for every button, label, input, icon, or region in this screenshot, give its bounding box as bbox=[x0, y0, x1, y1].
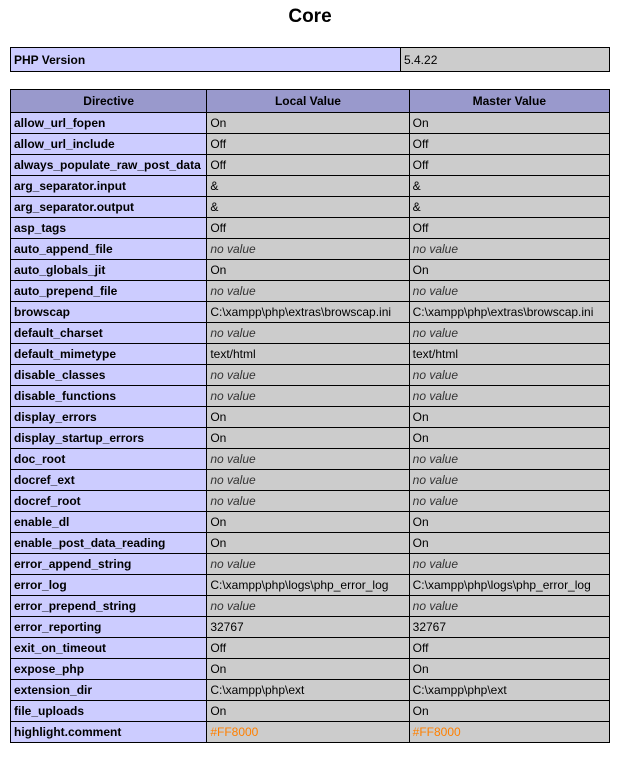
core-directives-table bbox=[10, 89, 610, 743]
directive-name: enable_post_data_reading bbox=[11, 533, 207, 554]
table-row bbox=[11, 701, 610, 722]
master-value: Off bbox=[409, 134, 609, 155]
master-value: & bbox=[409, 176, 609, 197]
master-value: On bbox=[409, 701, 609, 722]
local-value: C:\xampp\php\ext bbox=[207, 680, 409, 701]
master-value: Off bbox=[409, 218, 609, 239]
directive-name: docref_ext bbox=[11, 470, 207, 491]
directive-name: highlight.comment bbox=[11, 722, 207, 743]
table-row bbox=[11, 218, 610, 239]
table-row bbox=[11, 596, 610, 617]
table-row bbox=[11, 470, 610, 491]
table-row bbox=[11, 512, 610, 533]
table-row bbox=[11, 113, 610, 134]
directive-name: error_reporting bbox=[11, 617, 207, 638]
table-header-row bbox=[11, 90, 610, 113]
master-value: no value bbox=[409, 323, 609, 344]
master-value: no value bbox=[409, 281, 609, 302]
directive-name: error_append_string bbox=[11, 554, 207, 575]
table-row bbox=[11, 176, 610, 197]
master-value: no value bbox=[409, 596, 609, 617]
master-value: C:\xampp\php\logs\php_error_log bbox=[409, 575, 609, 596]
local-value: & bbox=[207, 197, 409, 218]
table-row bbox=[11, 533, 610, 554]
table-row bbox=[11, 554, 610, 575]
directive-name: default_mimetype bbox=[11, 344, 207, 365]
php-version-value: 5.4.22 bbox=[401, 48, 610, 72]
directive-name: display_errors bbox=[11, 407, 207, 428]
directive-name: default_charset bbox=[11, 323, 207, 344]
master-value: no value bbox=[409, 365, 609, 386]
local-value: 32767 bbox=[207, 617, 409, 638]
directive-name: docref_root bbox=[11, 491, 207, 512]
local-value: no value bbox=[207, 386, 409, 407]
local-value: no value bbox=[207, 596, 409, 617]
local-value: no value bbox=[207, 470, 409, 491]
local-value: no value bbox=[207, 281, 409, 302]
directive-name: disable_functions bbox=[11, 386, 207, 407]
directive-name: error_log bbox=[11, 575, 207, 596]
master-value: no value bbox=[409, 470, 609, 491]
local-value: #FF8000 bbox=[207, 722, 409, 743]
table-row bbox=[11, 722, 610, 743]
master-value: text/html bbox=[409, 344, 609, 365]
directive-name: auto_prepend_file bbox=[11, 281, 207, 302]
local-value: On bbox=[207, 512, 409, 533]
master-value: #FF8000 bbox=[409, 722, 609, 743]
directive-name: disable_classes bbox=[11, 365, 207, 386]
local-value: On bbox=[207, 428, 409, 449]
local-value: no value bbox=[207, 365, 409, 386]
directive-name: extension_dir bbox=[11, 680, 207, 701]
table-row bbox=[11, 134, 610, 155]
directive-name: allow_url_include bbox=[11, 134, 207, 155]
directive-name: arg_separator.input bbox=[11, 176, 207, 197]
directive-name: arg_separator.output bbox=[11, 197, 207, 218]
local-value: text/html bbox=[207, 344, 409, 365]
local-value: Off bbox=[207, 155, 409, 176]
master-value: 32767 bbox=[409, 617, 609, 638]
local-value: On bbox=[207, 407, 409, 428]
master-value: On bbox=[409, 512, 609, 533]
master-value: no value bbox=[409, 449, 609, 470]
directive-name: error_prepend_string bbox=[11, 596, 207, 617]
local-value: no value bbox=[207, 323, 409, 344]
directive-name: exit_on_timeout bbox=[11, 638, 207, 659]
local-value: Off bbox=[207, 134, 409, 155]
table-row bbox=[11, 680, 610, 701]
master-value: On bbox=[409, 407, 609, 428]
local-value: C:\xampp\php\logs\php_error_log bbox=[207, 575, 409, 596]
master-value: On bbox=[409, 260, 609, 281]
local-value: no value bbox=[207, 554, 409, 575]
directive-name: always_populate_raw_post_data bbox=[11, 155, 207, 176]
php-version-label: PHP Version bbox=[11, 48, 401, 72]
local-value: C:\xampp\php\extras\browscap.ini bbox=[207, 302, 409, 323]
table-row bbox=[11, 617, 610, 638]
master-value: On bbox=[409, 659, 609, 680]
directive-name: expose_php bbox=[11, 659, 207, 680]
table-row bbox=[11, 197, 610, 218]
master-value: On bbox=[409, 533, 609, 554]
table-row bbox=[11, 302, 610, 323]
table-row bbox=[11, 575, 610, 596]
directive-name: auto_globals_jit bbox=[11, 260, 207, 281]
local-value: no value bbox=[207, 491, 409, 512]
directive-name: asp_tags bbox=[11, 218, 207, 239]
local-value: Off bbox=[207, 218, 409, 239]
php-version-row bbox=[11, 48, 610, 72]
column-header-local-value: Local Value bbox=[207, 90, 409, 113]
column-header-directive: Directive bbox=[11, 90, 207, 113]
table-row bbox=[11, 155, 610, 176]
local-value: & bbox=[207, 176, 409, 197]
master-value: no value bbox=[409, 491, 609, 512]
directive-name: file_uploads bbox=[11, 701, 207, 722]
table-row bbox=[11, 449, 610, 470]
column-header-master-value: Master Value bbox=[409, 90, 609, 113]
table-row bbox=[11, 260, 610, 281]
table-row bbox=[11, 323, 610, 344]
table-row bbox=[11, 281, 610, 302]
master-value: C:\xampp\php\ext bbox=[409, 680, 609, 701]
directive-name: allow_url_fopen bbox=[11, 113, 207, 134]
table-row bbox=[11, 491, 610, 512]
php-version-table bbox=[10, 47, 610, 72]
directive-name: enable_dl bbox=[11, 512, 207, 533]
local-value: no value bbox=[207, 239, 409, 260]
table-row bbox=[11, 659, 610, 680]
table-row bbox=[11, 407, 610, 428]
master-value: Off bbox=[409, 155, 609, 176]
directive-name: auto_append_file bbox=[11, 239, 207, 260]
table-row bbox=[11, 239, 610, 260]
directive-name: doc_root bbox=[11, 449, 207, 470]
table-row bbox=[11, 386, 610, 407]
master-value: no value bbox=[409, 386, 609, 407]
master-value: no value bbox=[409, 554, 609, 575]
local-value: On bbox=[207, 701, 409, 722]
local-value: Off bbox=[207, 638, 409, 659]
directive-name: display_startup_errors bbox=[11, 428, 207, 449]
local-value: On bbox=[207, 533, 409, 554]
master-value: & bbox=[409, 197, 609, 218]
table-row bbox=[11, 428, 610, 449]
table-row bbox=[11, 365, 610, 386]
master-value: Off bbox=[409, 638, 609, 659]
master-value: On bbox=[409, 428, 609, 449]
page-title: Core bbox=[288, 6, 332, 27]
master-value: no value bbox=[409, 239, 609, 260]
table-row bbox=[11, 638, 610, 659]
local-value: On bbox=[207, 260, 409, 281]
local-value: On bbox=[207, 659, 409, 680]
directive-name: browscap bbox=[11, 302, 207, 323]
local-value: no value bbox=[207, 449, 409, 470]
master-value: On bbox=[409, 113, 609, 134]
master-value: C:\xampp\php\extras\browscap.ini bbox=[409, 302, 609, 323]
local-value: On bbox=[207, 113, 409, 134]
table-row bbox=[11, 344, 610, 365]
